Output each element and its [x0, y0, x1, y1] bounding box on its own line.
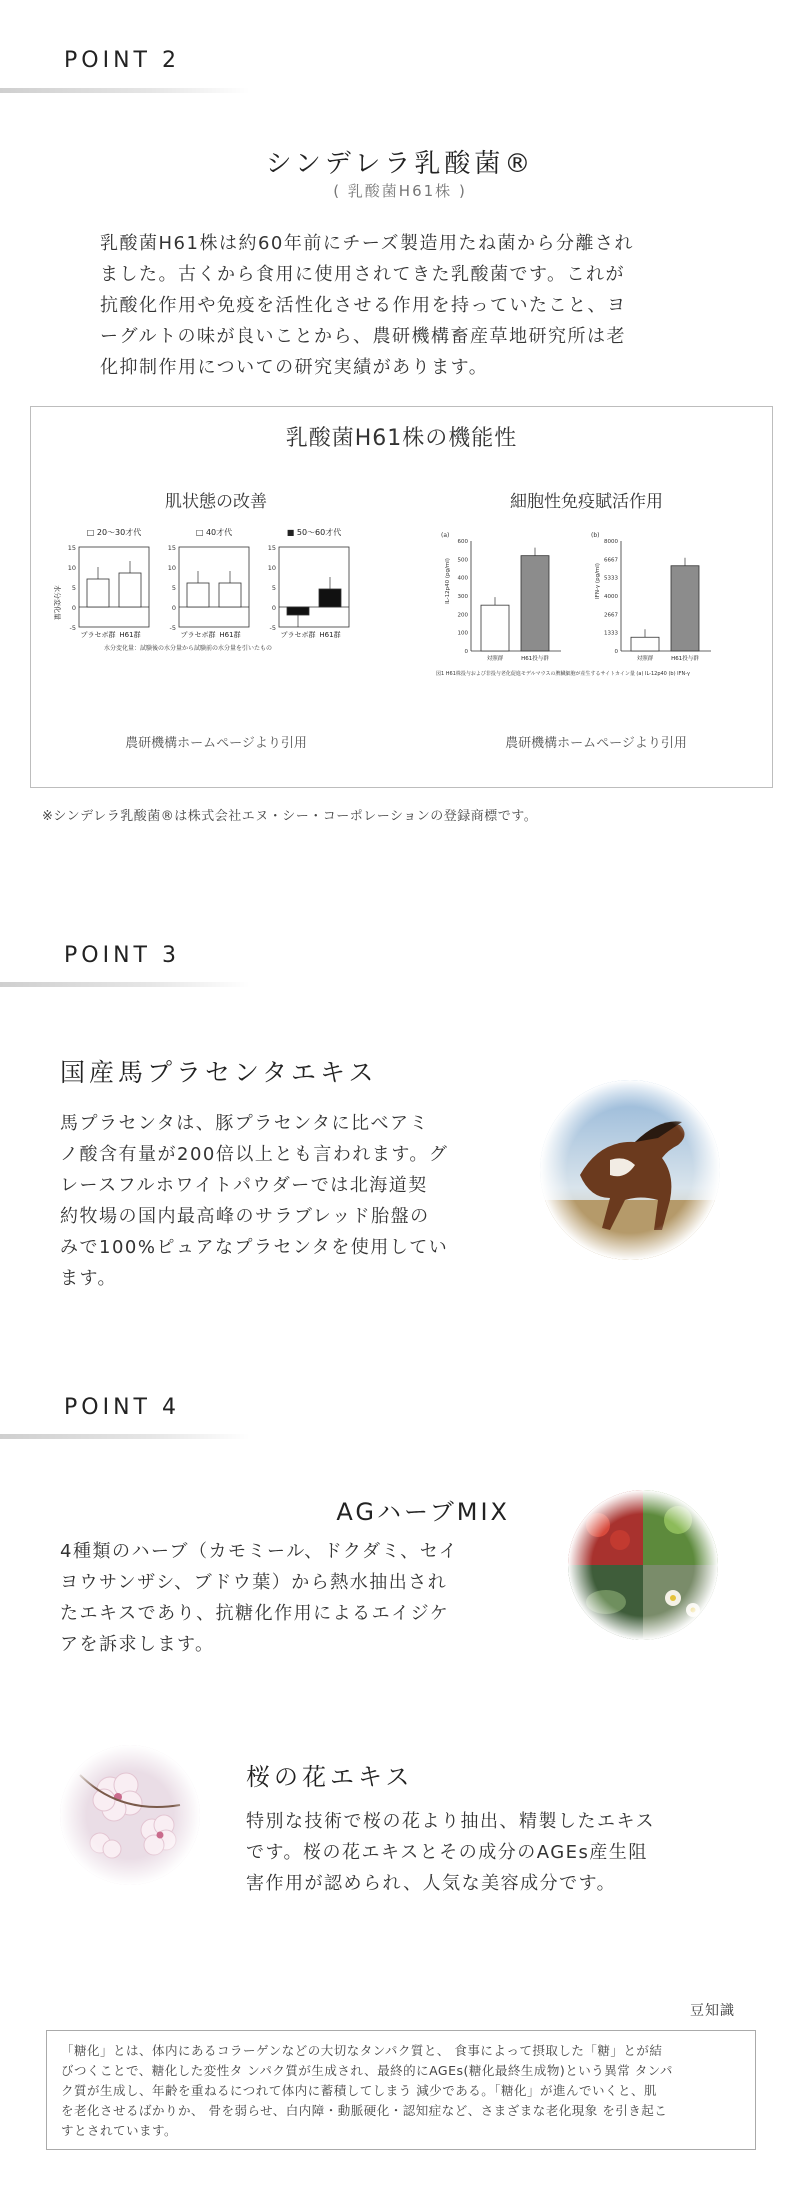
point3-description [60, 1108, 510, 1294]
trivia-line: すとされています。 [61, 2123, 178, 2138]
category-label: プラセボ群 [180, 631, 216, 639]
point3-line: 馬プラセンタは、豚プラセンタに比べアミ [60, 1113, 430, 1134]
herb-description [60, 1536, 540, 1660]
point2-line: ーグルトの味が良いことから、農研機構畜産草地研究所は老 [100, 326, 626, 347]
tick-label: 8000 [604, 539, 618, 545]
herb-line: 4種類のハーブ（カモミール、ドクダミ、セイ [60, 1541, 459, 1562]
source-left: 農研機構ホームページより引用 [125, 736, 307, 751]
tick-label: 200 [457, 612, 468, 619]
bar [187, 583, 209, 607]
tick-label: -5 [69, 624, 76, 632]
chart-title: ■ 50〜60才代 [286, 528, 342, 537]
point2-divider [0, 88, 250, 93]
point2-subtitle: ( 乳酸菌H61株 ) [333, 182, 467, 200]
chart-title: (a) [441, 532, 450, 539]
category-label: H61投与群 [671, 656, 699, 662]
horse-image [540, 1080, 720, 1260]
point2-line: 乳酸菌H61株は約60年前にチーズ製造用たね菌から分離され [100, 233, 634, 254]
skin-improvement-heading: 肌状態の改善 [165, 492, 267, 512]
tick-label: 15 [167, 544, 176, 552]
tick-label: 15 [67, 544, 76, 552]
bar [671, 566, 699, 651]
tick-label: 5 [271, 584, 276, 592]
herb-line: たエキスであり、抗糖化作用によるエイジケ [60, 1603, 450, 1624]
tick-label: -5 [169, 624, 176, 632]
point2-line: ました。古くから食用に使用されてきた乳酸菌です。これが [100, 264, 626, 285]
tick-label: 15 [267, 544, 276, 552]
point3-line: ノ酸含有量が200倍以上とも言われます。グ [60, 1144, 449, 1165]
tick-label: 1333 [604, 630, 618, 637]
point2-title: シンデレラ乳酸菌® [265, 149, 535, 179]
chart-title: □ 20〜30才代 [86, 528, 142, 537]
herb-line: アを訴求します。 [60, 1634, 215, 1655]
point3-title: 国産馬プラセンタエキス [60, 1058, 378, 1087]
bar [87, 579, 109, 607]
tick-label: 500 [457, 557, 468, 564]
bar [521, 556, 549, 651]
sakura-line: です。桜の花エキスとその成分のAGEs産生阻 [246, 1842, 648, 1863]
tick-label: 4000 [604, 594, 618, 600]
point3-line: 約牧場の国内最高峰のサラブレッド胎盤の [60, 1206, 430, 1227]
category-label: プラセボ群 [280, 631, 316, 639]
sakura-title: 桜の花エキス [246, 1763, 414, 1791]
tick-label: -5 [269, 624, 276, 632]
category-label: H61投与群 [521, 656, 549, 662]
point2-line: 化抑制作用についての研究実績があります。 [100, 357, 489, 378]
tick-label: 0 [614, 649, 618, 655]
tick-label: 10 [167, 564, 176, 572]
trivia-box [46, 2030, 756, 2150]
point3-line: ます。 [60, 1268, 118, 1289]
herb-image [568, 1490, 718, 1640]
tick-label: 2667 [604, 612, 618, 619]
immune-charts-svg [431, 529, 751, 679]
bar [287, 607, 309, 615]
source-right: 農研機構ホームページより引用 [505, 736, 687, 751]
point3-line: レースフルホワイトパウダーでは北海道契 [60, 1175, 428, 1196]
tick-label: 0 [271, 604, 276, 612]
point3-line: みで100%ピュアなプラセンタを使用してい [60, 1237, 449, 1258]
trivia-line: びつくことで、糖化した変性タ ンパク質が生成され、最終的にAGEs(糖化最終生成物)という異常 タンパ [61, 2063, 673, 2078]
trivia-line: 「糖化」とは、体内にあるコラーゲンなどの大切なタンパク質と、 食事によって摂取した「糖」とが結 [61, 2043, 663, 2058]
category-label: H61群 [119, 631, 141, 639]
herb-line: ヨウサンザシ、ブドウ葉）から熱水抽出され [60, 1572, 448, 1593]
sakura-line: 特別な技術で桜の花より抽出、精製したエキス [246, 1811, 656, 1832]
point2-description [100, 228, 740, 383]
bar [319, 589, 341, 607]
chart-box-title: 乳酸菌H61株の機能性 [285, 426, 518, 451]
tick-label: 600 [457, 539, 468, 545]
point2-label: POINT 2 [64, 48, 180, 73]
trivia-line: を老化させるばかりか、 骨を弱らせ、白内障・動脈硬化・認知症など、さまざまな老化現象 を引き起こ [61, 2103, 668, 2118]
bar [219, 583, 241, 607]
point4-divider [0, 1434, 250, 1439]
skin-charts-svg [49, 525, 379, 655]
bar [481, 605, 509, 651]
chart-title: □ 40才代 [195, 528, 233, 537]
trivia-label: 豆知識 [690, 2003, 735, 2019]
tick-label: 300 [457, 594, 468, 600]
tick-label: 0 [71, 604, 76, 612]
y-axis-label: IL-12p40 (pg/ml) [445, 558, 451, 604]
tick-label: 100 [457, 630, 468, 637]
sakura-line: 害作用が認められ、人気な美容成分です。 [246, 1873, 617, 1894]
immunity-heading: 細胞性免疫賦活作用 [510, 492, 663, 512]
tick-label: 5 [71, 584, 76, 592]
tick-label: 6667 [604, 557, 618, 564]
y-axis-label: 水分変化量 [53, 585, 61, 620]
tick-label: 0 [171, 604, 176, 612]
bar [119, 573, 141, 607]
herb-title: AGハーブMIX [336, 1498, 510, 1526]
category-label: H61群 [319, 631, 341, 639]
chart-title: (b) [591, 532, 600, 539]
tick-label: 10 [67, 564, 76, 572]
bar [631, 637, 659, 651]
tick-label: 400 [457, 575, 468, 582]
point3-label: POINT 3 [64, 943, 180, 968]
chart-footnote: 図1 H61株投与および非投与老化促進モデルマウスの脾臓細胞が産生するサイトカイン量 (a) IL-12p40 (b) IFN-γ [436, 671, 690, 677]
category-label: 対照群 [486, 656, 504, 662]
point4-label: POINT 4 [64, 1395, 180, 1420]
category-label: 対照群 [636, 656, 654, 662]
category-label: H61群 [219, 631, 241, 639]
tick-label: 5 [171, 584, 176, 592]
tick-label: 5333 [604, 575, 618, 582]
trademark-footnote: ※シンデレラ乳酸菌®は株式会社エヌ・シー・コーポレーションの登録商標です。 [42, 809, 538, 824]
y-axis-label: IFN-γ (pg/ml) [595, 563, 601, 599]
function-chart-box [30, 406, 773, 788]
point2-line: 抗酸化作用や免疫を活性化させる作用を持っていたこと、ヨ [100, 295, 627, 316]
sakura-description [246, 1806, 746, 1899]
tick-label: 10 [267, 564, 276, 572]
trivia-line: ク質が生成し、年齢を重ねるにつれて体内に蓄積してしまう 減少である。「糖化」が進んでいくと、肌 [61, 2083, 657, 2098]
category-label: プラセボ群 [80, 631, 116, 639]
chart-footnote: 水分変化量：試験後の水分量から試験前の水分量を引いたもの [104, 645, 273, 652]
tick-label: 0 [464, 649, 468, 655]
sakura-image [60, 1745, 200, 1885]
point3-divider [0, 982, 250, 987]
